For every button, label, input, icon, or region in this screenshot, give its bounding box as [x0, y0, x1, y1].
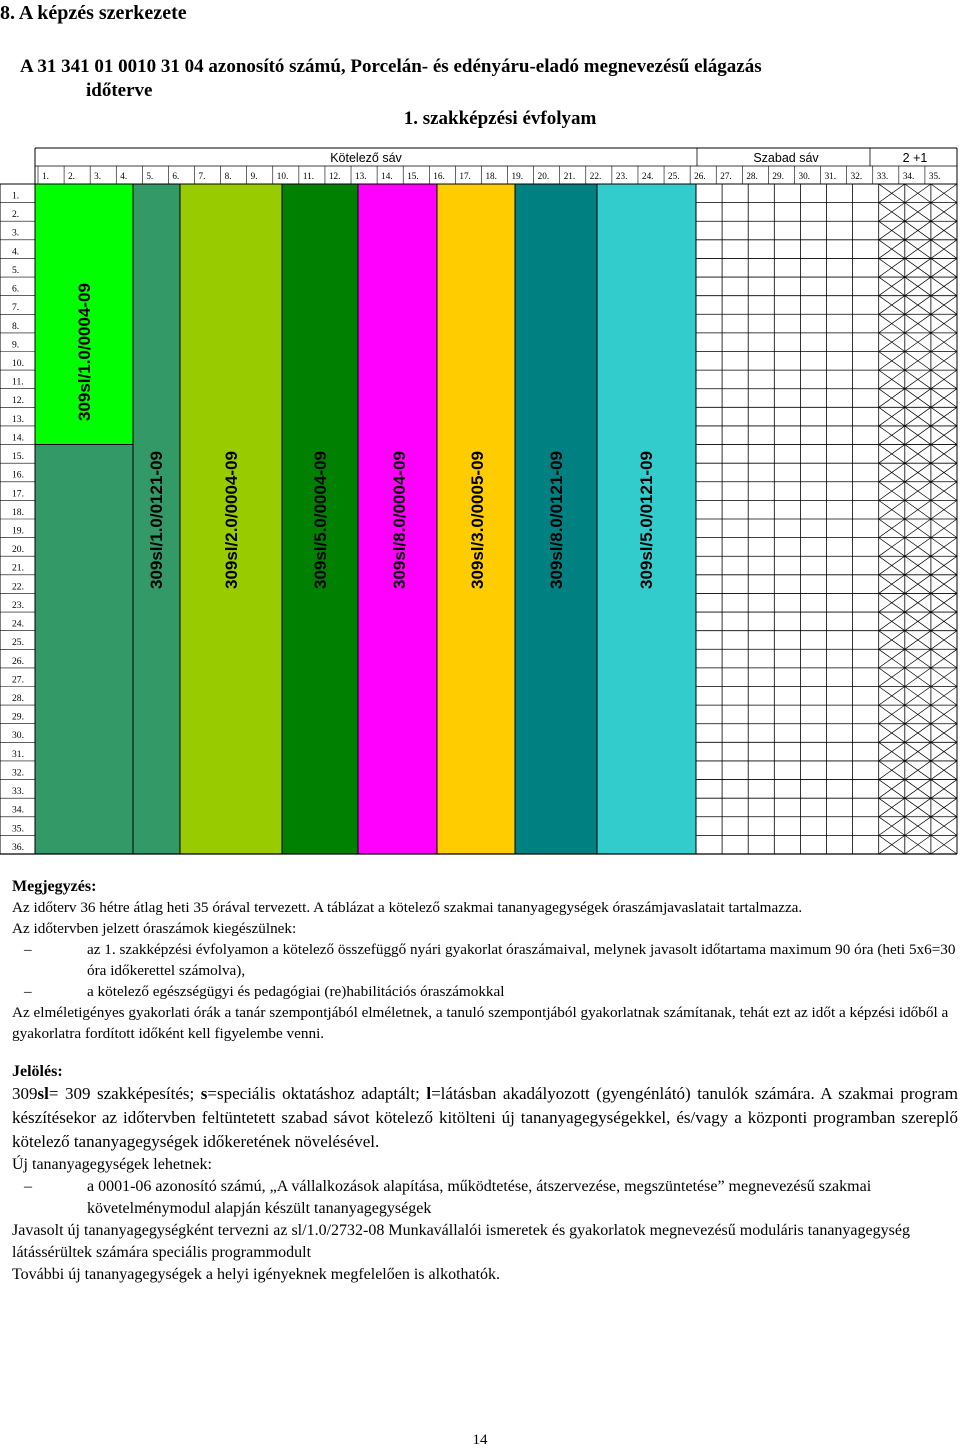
- notes-paragraph: Az időterv 36 hétre átlag heti 35 órával tervezett. A táblázat a kötelező szakmai tananyagegységek óraszámjavaslatait tartalmazza.: [12, 899, 803, 916]
- week-number: 18.: [485, 171, 497, 181]
- week-number: 4.: [120, 171, 128, 181]
- hour-row-number: 17.: [12, 488, 24, 500]
- band-extra-label: 2 +1: [902, 151, 928, 165]
- block-label: 309sl/1.0/0004-09: [75, 282, 94, 422]
- hour-row-number: 35.: [12, 823, 24, 835]
- hour-row-number: 13.: [12, 413, 24, 425]
- week-number: 25.: [668, 171, 680, 181]
- hour-row-number: 18.: [12, 506, 24, 518]
- week-number: 20.: [537, 171, 550, 181]
- marking-paragraph: További új tananyagegységek a helyi igényeknek megfelelően is alkothatók.: [12, 1266, 501, 1283]
- hour-row-number: 23.: [12, 599, 24, 611]
- week-number: 11.: [302, 171, 315, 181]
- hour-row-number: 4.: [12, 246, 20, 258]
- block-label: 309sl/2.0/0004-09: [222, 450, 241, 590]
- hour-row-number: 1.: [12, 190, 20, 202]
- block-label: 309sl/1.0/0121-09: [147, 450, 166, 590]
- hour-row-number: 30.: [12, 730, 24, 742]
- marking-paragraph: Új tananyagegységek lehetnek:: [12, 1156, 212, 1173]
- list-item: [12, 1176, 958, 1220]
- week-number: 13.: [355, 171, 367, 181]
- page-number: 14: [472, 1432, 488, 1448]
- hour-row-number: 31.: [12, 748, 24, 760]
- week-number: 16.: [433, 171, 445, 181]
- hour-row-number: 29.: [12, 711, 24, 723]
- week-number: 26.: [694, 171, 706, 181]
- block-label: 309sl/8.0/0004-09: [390, 450, 409, 590]
- week-number: 7.: [198, 171, 206, 181]
- hour-row-number: 7.: [12, 302, 20, 314]
- week-number: 9.: [250, 171, 258, 181]
- marking-text: =speciális oktatáshoz adaptált;: [207, 1084, 427, 1103]
- hour-row-number: 2.: [12, 209, 20, 221]
- week-number: 12.: [328, 171, 341, 181]
- hour-row-number: 22.: [12, 581, 24, 593]
- marking-text: = 309 szakképesítés;: [48, 1084, 201, 1103]
- schedule-title: A 31 341 01 0010 31 04 azonosító számú, Porcelán- és edényáru-eladó megnevezésű elágazás: [20, 56, 762, 77]
- year-title: 1. szakképzési évfolyam: [403, 108, 597, 129]
- hour-row-number: 33.: [12, 786, 24, 798]
- week-number: 21.: [563, 171, 576, 181]
- week-number: 5.: [146, 171, 154, 181]
- hour-row-number: 32.: [12, 767, 24, 779]
- hour-row-number: 25.: [12, 637, 24, 649]
- bullet-dash: –: [24, 983, 32, 1000]
- hour-row-number: 9.: [12, 339, 20, 351]
- week-number: 32.: [850, 171, 863, 181]
- week-number: 33.: [876, 171, 889, 181]
- block-label: 309sl/5.0/0121-09: [637, 450, 656, 590]
- hour-row-number: 24.: [12, 618, 24, 630]
- week-number: 6.: [172, 171, 180, 181]
- week-number: 28.: [746, 171, 758, 181]
- marking-text: =látásban akadályozott (gyengénlátó) tanulók számára. A szakmai program készítésekor az időtervben feltüntetett szabad sávot kötelező kitölteni új tananyagegységekkel, és/vagy a központi programban szereplő kötelező tananyagegységek időkeretének növelésével.: [12, 1084, 958, 1151]
- list-item-text: a kötelező egészségügyi és pedagógiai (re)habilitációs óraszámokkal: [87, 983, 505, 1000]
- code-number: 309: [12, 1084, 38, 1103]
- week-number: 3.: [94, 171, 102, 181]
- week-number: 24.: [641, 171, 654, 181]
- hour-row-number: 6.: [12, 283, 20, 295]
- list-item-text: a 0001-06 azonosító számú, „A vállalkozások alapítása, működtetése, átszervezése, megszüntetése” megnevezésű szakmai követelménymodul alapján készült tananyagegységek: [87, 1178, 872, 1217]
- week-number: 17.: [459, 171, 471, 181]
- list-item: [12, 939, 958, 981]
- week-number: 30.: [798, 171, 810, 181]
- schedule-title-cont: időterve: [86, 80, 153, 101]
- week-number: 23.: [615, 171, 628, 181]
- week-number: 14.: [381, 171, 393, 181]
- band-mandatory-label: Kötelező sáv: [330, 151, 402, 165]
- week-number: 27.: [720, 171, 732, 181]
- code-suffix: sl: [37, 1084, 49, 1103]
- week-number: 19.: [511, 171, 524, 181]
- code-s: s: [200, 1084, 208, 1103]
- notes-paragraph: Az elméletigényes gyakorlati órák a tanár szempontjából elméletnek, a tanuló szempontjából gyakorlatnak számítanak, tehát ezt az időt a képzési időből a gyakorlatra fordított időként kell figyelembe venni.: [12, 1004, 949, 1042]
- week-number: 1.: [42, 171, 49, 181]
- week-number: 8.: [224, 171, 232, 181]
- block-label: 309sl/3.0/0005-09: [468, 450, 487, 590]
- hour-row-number: 27.: [12, 674, 24, 686]
- notes-paragraph: Az időtervben jelzett óraszámok kiegészülnek:: [12, 920, 297, 937]
- hour-row-number: 19.: [12, 525, 24, 537]
- bullet-dash: –: [24, 941, 32, 958]
- hour-row-number: 14.: [12, 432, 24, 444]
- marking-label: Jelölés:: [12, 1063, 63, 1080]
- band-free-label: Szabad sáv: [753, 151, 819, 165]
- hour-row-number: 8.: [12, 320, 20, 332]
- week-number: 22.: [589, 171, 602, 181]
- week-number: 34.: [902, 171, 915, 181]
- hour-row-number: 11.: [12, 376, 24, 388]
- hour-row-number: 36.: [12, 841, 24, 853]
- list-item: [12, 981, 958, 1002]
- block-label: 309sl/8.0/0121-09: [547, 450, 566, 590]
- hour-row-number: 3.: [12, 227, 20, 239]
- hour-row-number: 16.: [12, 469, 24, 481]
- hour-row-number: 34.: [12, 804, 24, 816]
- bullet-dash: –: [24, 1178, 32, 1195]
- hour-row-number: 5.: [12, 264, 20, 276]
- section-heading: 8. A képzés szerkezete: [0, 2, 187, 24]
- block-label: 309sl/5.0/0004-09: [311, 450, 330, 590]
- week-number: 31.: [824, 171, 837, 181]
- hour-row-number: 20.: [12, 544, 24, 556]
- hour-row-number: 12.: [12, 395, 24, 407]
- marking-paragraph: [12, 1082, 958, 1154]
- marking-paragraph: Javasolt új tananyagegységként tervezni az sl/1.0/2732-08 Munkavállalói ismeretek és gyakorlatok megnevezésű moduláris tananyagegység látássérültek számára speciális programmodult: [12, 1222, 910, 1261]
- hour-row-number: 21.: [12, 562, 24, 574]
- week-number: 15.: [407, 171, 419, 181]
- week-number: 35.: [928, 171, 941, 181]
- hour-row-number: 15.: [12, 451, 24, 463]
- notes-label: Megjegyzés:: [12, 878, 97, 895]
- hour-row-number: 10.: [12, 358, 24, 370]
- hour-row-number: 28.: [12, 693, 24, 705]
- week-number: 10.: [276, 171, 289, 181]
- hour-row-number: 26.: [12, 655, 24, 667]
- code-l: l: [426, 1084, 432, 1103]
- week-number: 29.: [772, 171, 784, 181]
- list-item-text: az 1. szakképzési évfolyamon a kötelező összefüggő nyári gyakorlat óraszámaival, melynek javasolt időtartama maximum 90 óra (heti 5x6=30 óra időkerettel számolva),: [87, 941, 956, 979]
- week-number: 2.: [68, 171, 75, 181]
